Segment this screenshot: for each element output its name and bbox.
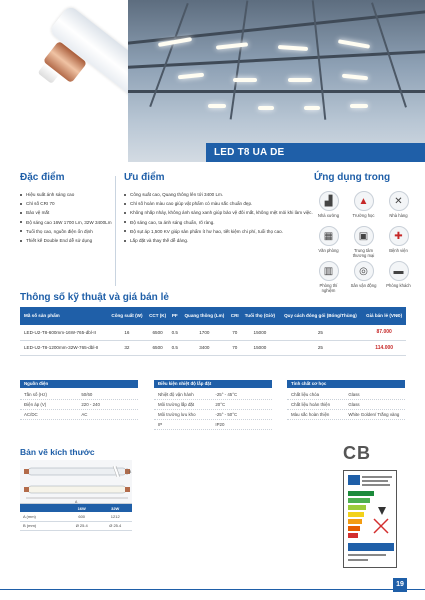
price-cell: 87.000: [362, 325, 406, 340]
application-item: [314, 191, 343, 223]
spec-header-cell: CCT (K): [146, 307, 169, 325]
application-label: Trung tâm thương mại: [352, 248, 375, 258]
restaurant-icon: ✕: [389, 191, 409, 211]
spec-header-cell: Quang thông (Lm): [180, 307, 228, 325]
feature-item: Hiệu suất ánh sáng cao: [20, 190, 116, 199]
spec-table: [20, 307, 406, 356]
info-key: Điện áp (V): [24, 402, 47, 407]
application-item: [384, 261, 413, 293]
spec-cell: 6500: [146, 340, 169, 355]
info-value: 20°C: [215, 402, 226, 407]
dimension-cell: 1212: [98, 512, 132, 521]
dimension-cell: Ø 25.4: [65, 521, 99, 530]
spec-cell: 0.5: [169, 325, 180, 340]
hero-banner: [0, 0, 425, 162]
info-row: [20, 390, 138, 400]
info-row: [287, 410, 405, 420]
spec-cell: 6500: [146, 325, 169, 340]
advantage-item: Không nhấp nháy, không ánh sáng xanh giúp bảo vệ đôi mắt, không mệt mỏi khi làm việc.: [124, 208, 310, 217]
spec-cell: 25: [279, 325, 363, 340]
spec-header-cell: CRI: [228, 307, 241, 325]
application-item: [349, 226, 378, 258]
led-tube-image: [49, 5, 128, 149]
led-tube-photo: [0, 0, 128, 162]
advantage-item: Công suất cao, Quang thông lên tới 3400 Lm.: [124, 190, 310, 199]
info-row: [154, 390, 272, 400]
dimension-cell: A (mm): [20, 512, 65, 521]
info-key: Môi trường lưu kho: [158, 412, 196, 417]
dimension-a-label: A: [75, 500, 78, 504]
dimension-table: [20, 504, 132, 531]
cb-certification-mark: CB: [343, 443, 371, 463]
info-row: [20, 400, 138, 410]
application-label: Nhà hàng: [389, 213, 408, 218]
dimension-header-cell: [20, 504, 65, 512]
info-key: Chất liệu chóa: [291, 392, 320, 397]
application-label: Văn phòng: [318, 248, 339, 253]
power-box: [20, 380, 138, 420]
dimension-header-cell: 16W: [65, 504, 99, 512]
info-key: Màu sắc hoàn thiện: [291, 412, 330, 417]
install-box: [154, 380, 272, 430]
feature-item: Tuổi thọ cao, nguồn điện ổn định: [20, 227, 116, 236]
application-item: [314, 226, 343, 258]
dimension-b-label: B: [129, 470, 132, 474]
application-item: [349, 261, 378, 293]
factory-icon: ▟: [319, 191, 339, 211]
application-label: Phòng khách: [386, 283, 411, 288]
spec-cell: 1700: [180, 325, 228, 340]
info-value: -25° - 45°C: [215, 392, 238, 397]
product-name-badge: LED T8 UA DE: [206, 143, 425, 162]
info-value: White Golden/ Trắng vàng: [348, 412, 400, 417]
table-row: [20, 512, 132, 521]
install-title: Điều kiện nhiệt độ lắp đặt: [154, 380, 272, 388]
spec-cell: 70: [228, 325, 241, 340]
info-row: [154, 400, 272, 410]
advantages-section: [124, 172, 313, 245]
divider: [115, 176, 116, 286]
warehouse-ceiling-photo: [128, 0, 425, 162]
info-row: [154, 410, 272, 420]
laboratory-icon: ▥: [319, 261, 339, 281]
table-row: [20, 340, 406, 355]
info-row: [154, 420, 272, 430]
spec-cell: 0.5: [169, 340, 180, 355]
application-label: Phòng thí nghiệm: [319, 283, 338, 293]
office-icon: ▦: [319, 226, 339, 246]
drawing-title: Bản vẽ kích thước: [20, 447, 95, 457]
spec-cell: 25: [279, 340, 363, 355]
feature-item: Thiết kế Double End dễ sử dụng: [20, 236, 116, 245]
advantages-title: Ưu điểm: [124, 172, 165, 183]
info-key: AC/DC: [24, 412, 38, 417]
info-value: Glass: [348, 392, 360, 397]
info-row: [20, 410, 138, 420]
features-list: [20, 190, 116, 245]
footer-line: [0, 589, 425, 590]
application-item: [314, 261, 343, 293]
spec-header-cell: Quy cách đóng gói (Bóng/Thùng): [279, 307, 363, 325]
application-item: [384, 191, 413, 223]
spec-header-cell: Giá bán lẻ (VNĐ): [362, 307, 406, 325]
application-label: Bệnh viện: [389, 248, 408, 253]
info-key: Tần số (Hz): [24, 392, 47, 397]
hospital-icon: ✚: [389, 226, 409, 246]
mechanical-title: Tính chất cơ học: [287, 380, 405, 388]
mall-icon: ▣: [354, 226, 374, 246]
advantage-item: Lắp đặt và thay thế dễ dàng.: [124, 236, 310, 245]
dimension-header-cell: 32W: [98, 504, 132, 512]
spec-cell: 16: [108, 325, 146, 340]
dimension-cell: B (mm): [20, 521, 65, 530]
energy-label-icon: [343, 470, 397, 568]
info-value: AC: [81, 412, 88, 417]
info-value: -25° - 50°C: [215, 412, 238, 417]
info-value: Glass: [348, 402, 360, 407]
dimension-cell: Ø 25.4: [98, 521, 132, 530]
page-number: 19: [393, 578, 407, 592]
info-row: [287, 390, 405, 400]
info-row: [287, 400, 405, 410]
application-label: Trường học: [352, 213, 375, 218]
table-row: [20, 521, 132, 530]
mechanical-box: [287, 380, 405, 420]
applications-title: Ứng dụng trong: [314, 172, 391, 183]
spec-cell: LED-U2-T8-600mm-16W-765-dbl-II: [20, 325, 108, 340]
applications-section: [314, 172, 414, 293]
info-key: Môi trường lắp đặt: [158, 402, 195, 407]
application-label: Sân vận động: [350, 283, 377, 288]
feature-item: Độ sáng cao 16W 1700 Lm, 32W 3400Lm: [20, 218, 116, 227]
advantage-item: Chỉ số hoàn màu cao giúp vật phẩm có màu sắc chuẩn đẹp.: [124, 199, 310, 208]
advantage-item: Độ sáng cao, ta ánh sáng chuẩn, rõ ràng.: [124, 218, 310, 227]
advantages-list: [124, 190, 313, 245]
features-title: Đặc điểm: [20, 172, 65, 183]
info-value: 220 - 240: [81, 402, 100, 407]
features-section: [20, 172, 116, 245]
spec-cell: LED-U2-T8-1200mm-32W-765-dbl-II: [20, 340, 108, 355]
living-room-icon: ▬: [389, 261, 409, 281]
spec-table-title: Thông số kỹ thuật và giá bán lẻ: [20, 292, 169, 303]
stadium-icon: ◎: [354, 261, 374, 281]
school-icon: ▲: [354, 191, 374, 211]
info-key: Nhiệt độ vận hành: [158, 392, 194, 397]
spec-cell: 70: [228, 340, 241, 355]
spec-header-cell: Mã số sản phẩm: [20, 307, 108, 325]
dimension-drawing: [20, 460, 132, 504]
power-title: Nguồn điện: [20, 380, 138, 388]
spec-cell: 32: [108, 340, 146, 355]
info-value: IP20: [215, 422, 225, 427]
spec-cell: 3400: [180, 340, 228, 355]
applications-grid: [314, 191, 414, 293]
price-cell: 114.000: [362, 340, 406, 355]
application-item: [384, 226, 413, 258]
spec-header-cell: PF: [169, 307, 180, 325]
spec-header-cell: Tuổi thọ (Giờ): [241, 307, 278, 325]
spec-cell: 15000: [241, 340, 278, 355]
feature-item: Chỉ số CRI 70: [20, 199, 116, 208]
table-row: [20, 325, 406, 340]
info-key: Chất liệu hoàn thiện: [291, 402, 331, 407]
feature-item: Bảo vệ mắt: [20, 208, 116, 217]
application-item: [349, 191, 378, 223]
application-label: Nhà xưởng: [317, 213, 340, 218]
advantage-item: Độ sụt áp 1,500 KV giúp sản phẩm ít hư hao, tiết kiệm chi phí, tuổi thọ cao.: [124, 227, 310, 236]
dimension-cell: 600: [65, 512, 99, 521]
info-value: 50/60: [81, 392, 93, 397]
info-key: IP: [158, 422, 163, 427]
spec-header-cell: Công suất (W): [108, 307, 146, 325]
spec-cell: 15000: [241, 325, 278, 340]
